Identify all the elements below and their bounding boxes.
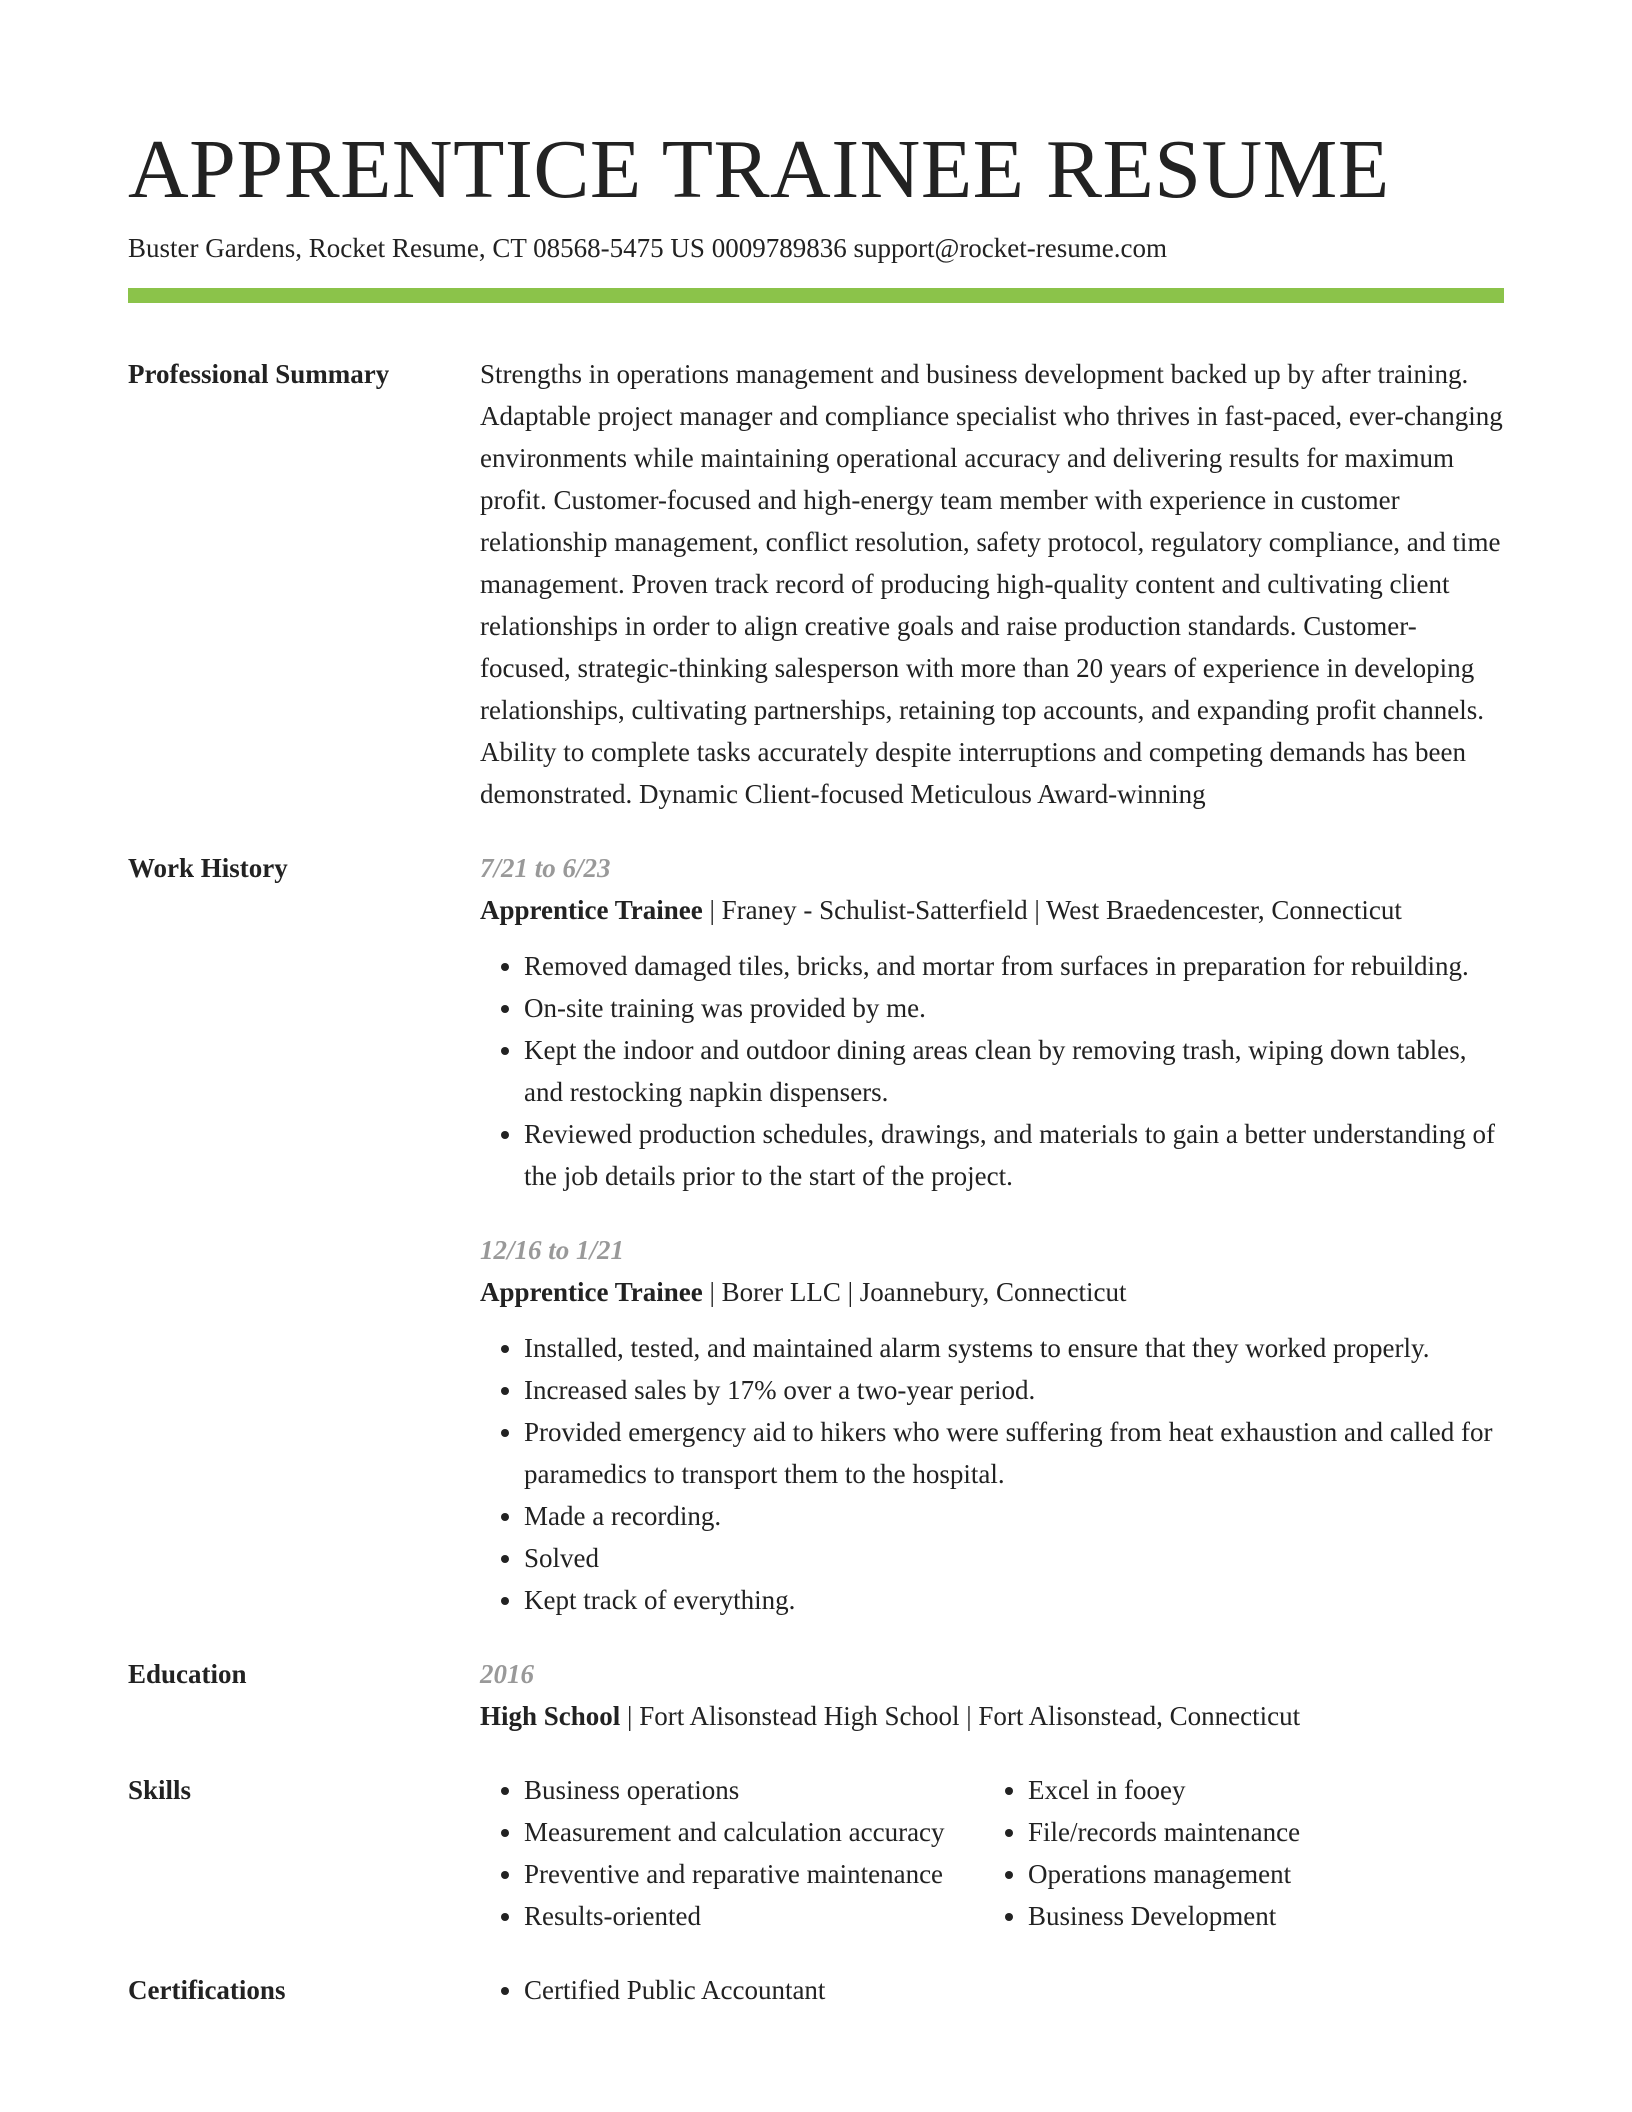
certification-item: • Certified Public Accountant	[524, 1969, 1504, 2011]
job-dates: 12/16 to 1/21	[480, 1235, 625, 1265]
job-bullets	[480, 1327, 1504, 1621]
certifications-body	[480, 1969, 1504, 2011]
skill-item: • File/records maintenance	[1028, 1811, 1300, 1853]
skills-list-left	[480, 1769, 984, 1937]
skill-item: • Business Development	[1028, 1895, 1300, 1937]
skill-item: • Results-oriented	[524, 1895, 984, 1937]
job-bullet: • Reviewed production schedules, drawings, and materials to gain a better understanding of the job details prior to the start of the project.	[524, 1113, 1504, 1197]
job-bullets	[480, 945, 1504, 1197]
section-label-certifications: Certifications	[128, 1975, 286, 2005]
job-bullet: • Kept track of everything.	[524, 1579, 1504, 1621]
section-label-education: Education	[128, 1659, 247, 1689]
certifications-list	[480, 1969, 1504, 2011]
skill-item: • Measurement and calculation accuracy	[524, 1811, 984, 1853]
job-entry	[480, 847, 1504, 1197]
job-heading	[480, 889, 1504, 931]
job-heading	[480, 1271, 1504, 1313]
education-degree: High School	[480, 1701, 621, 1731]
job-bullet: • On-site training was provided by me.	[524, 987, 1504, 1029]
work-history-section	[128, 847, 1504, 1621]
job-details: | Borer LLC | Joannebury, Connecticut	[702, 1277, 1127, 1307]
job-title: Apprentice Trainee	[480, 895, 703, 925]
job-entry	[480, 1229, 1504, 1621]
job-bullet: • Kept the indoor and outdoor dining areas clean by removing trash, wiping down tables, and restocking napkin dispensers.	[524, 1029, 1504, 1113]
job-bullet: • Made a recording.	[524, 1495, 1504, 1537]
job-title: Apprentice Trainee	[480, 1277, 703, 1307]
accent-divider	[128, 288, 1504, 303]
skills-list-right	[984, 1769, 1300, 1937]
skill-item: • Operations management	[1028, 1853, 1300, 1895]
job-bullet: • Provided emergency aid to hikers who were suffering from heat exhaustion and called for paramedics to transport them to the hospital.	[524, 1411, 1504, 1495]
resume-page	[128, 120, 1504, 2011]
resume-title: APPRENTICE TRAINEE RESUME	[128, 123, 1390, 216]
job-bullet: • Removed damaged tiles, bricks, and mortar from surfaces in preparation for rebuilding.	[524, 945, 1504, 987]
work-history-body	[480, 847, 1504, 1621]
education-date: 2016	[480, 1659, 534, 1689]
skills-body	[480, 1769, 1504, 1937]
education-body	[480, 1653, 1504, 1737]
certifications-section	[128, 1969, 1504, 2011]
section-label-summary: Professional Summary	[128, 359, 390, 389]
section-label-skills: Skills	[128, 1775, 192, 1805]
job-bullet: • Solved	[524, 1537, 1504, 1579]
job-details: | Franey - Schulist-Satterfield | West Braedencester, Connecticut	[702, 895, 1402, 925]
skill-item: • Business operations	[524, 1769, 984, 1811]
job-bullet: • Increased sales by 17% over a two-year period.	[524, 1369, 1504, 1411]
education-details: | Fort Alisonstead High School | Fort Alisonstead, Connecticut	[620, 1701, 1301, 1731]
section-label-work: Work History	[128, 853, 288, 883]
skill-item: • Excel in fooey	[1028, 1769, 1300, 1811]
professional-summary-section	[128, 353, 1504, 815]
job-dates: 7/21 to 6/23	[480, 853, 611, 883]
skill-item: • Preventive and reparative maintenance	[524, 1853, 984, 1895]
skills-section	[128, 1769, 1504, 1937]
job-bullet: • Installed, tested, and maintained alarm systems to ensure that they worked properly.	[524, 1327, 1504, 1369]
education-heading	[480, 1695, 1504, 1737]
education-section	[128, 1653, 1504, 1737]
summary-text: Strengths in operations management and business development backed up by after training. Adaptable project manager and compliance specialist who thrives in fast-paced, ever-changing environments while maintaining operational accuracy and delivering results for maximum profit. Customer-focused and high-energy team member with experience in customer relationship management, conflict resolution, safety protocol, regulatory compliance, and time management. Proven track record of producing high-quality content and cultivating client relationships in order to align creative goals and raise production standards. Customer-focused, strategic-thinking salesperson with more than 20 years of experience in developing relationships, cultivating partnerships, retaining top accounts, and expanding profit channels. Ability to complete tasks accurately despite interruptions and competing demands has been demonstrated. Dynamic Client-focused Meticulous Award-winning	[480, 359, 1503, 809]
contact-line: Buster Gardens, Rocket Resume, CT 08568-5475 US 0009789836 support@rocket-resume.com	[128, 233, 1167, 263]
